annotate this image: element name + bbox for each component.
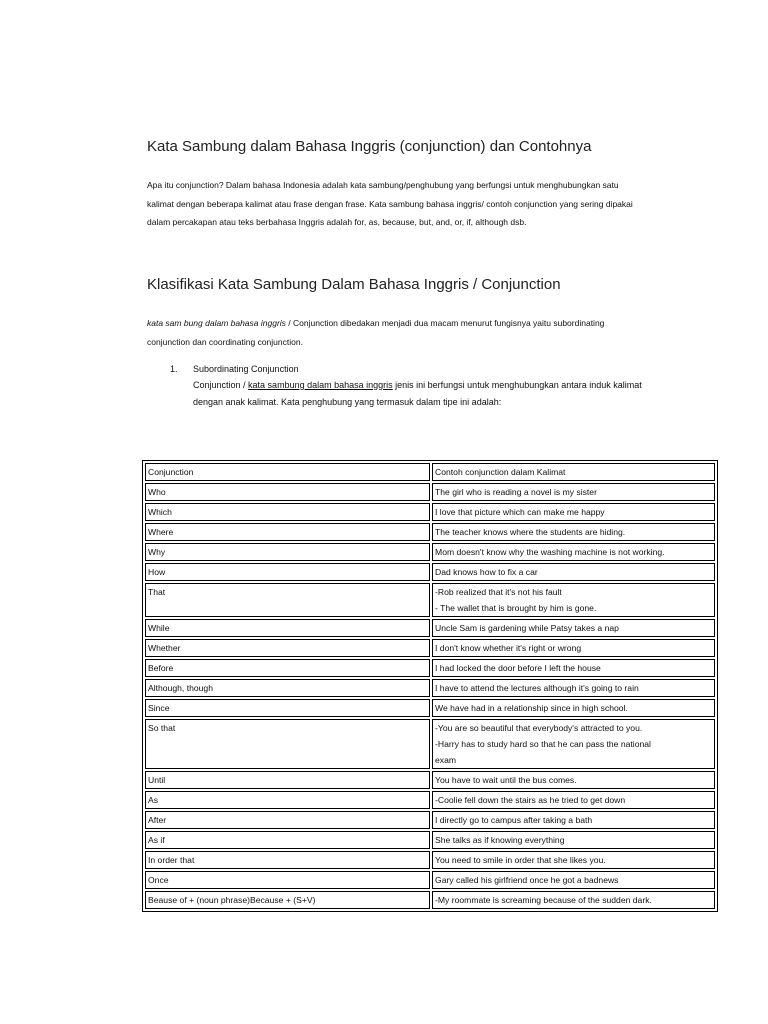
table-header-row bbox=[145, 463, 715, 481]
table-row bbox=[145, 719, 715, 769]
conjunction-cell: Once bbox=[145, 871, 430, 889]
example-cell bbox=[432, 659, 715, 677]
list-heading: Subordinating Conjunction bbox=[193, 364, 299, 374]
conjunction-cell: So that bbox=[145, 719, 430, 769]
table-row bbox=[145, 619, 715, 637]
example-cell bbox=[432, 871, 715, 889]
conjunction-cell: Although, though bbox=[145, 679, 430, 697]
conjunction-cell: While bbox=[145, 619, 430, 637]
intro-paragraph: Apa itu conjunction? Dalam bahasa Indonesia adalah kata sambung/penghubung yang berfungsi untuk menghubungkan satu kalimat dengan beberapa kalimat atau frase dengan frase. Kata sambung bahasa inggris/ contoh conjunction yang sering dipakai dalam percakapan atau teks berbahasa Inggris adalah for, as, because, but, and, or, if, although dsb. bbox=[147, 180, 633, 227]
table-row bbox=[145, 891, 715, 909]
table-row bbox=[145, 483, 715, 501]
example-cell bbox=[432, 891, 715, 909]
example-line: I don't know whether it's right or wrong bbox=[435, 643, 582, 653]
example-cell bbox=[432, 523, 715, 541]
example-cell bbox=[432, 619, 715, 637]
table-row bbox=[145, 771, 715, 789]
list-number: 1. bbox=[170, 364, 178, 374]
conjunction-cell: Until bbox=[145, 771, 430, 789]
conjunction-cell: Who bbox=[145, 483, 430, 501]
example-line: You have to wait until the bus comes. bbox=[435, 775, 577, 785]
conjunction-cell: That bbox=[145, 583, 430, 617]
table-row bbox=[145, 679, 715, 697]
table-row bbox=[145, 659, 715, 677]
example-cell bbox=[432, 771, 715, 789]
example-line: - The wallet that is brought by him is gone. bbox=[435, 603, 597, 613]
example-cell bbox=[432, 543, 715, 561]
example-line: Uncle Sam is gardening while Patsy takes a nap bbox=[435, 623, 619, 633]
conjunction-cell: Since bbox=[145, 699, 430, 717]
table-header-cell: Conjunction bbox=[145, 463, 430, 481]
conjunction-cell: After bbox=[145, 811, 430, 829]
table-header-cell: Contoh conjunction dalam Kalimat bbox=[432, 463, 715, 481]
example-line: -You are so beautiful that everybody's attracted to you. bbox=[435, 723, 643, 733]
example-line: The girl who is reading a novel is my sister bbox=[435, 487, 597, 497]
conjunction-cell: As bbox=[145, 791, 430, 809]
example-line: I love that picture which can make me happy bbox=[435, 507, 605, 517]
conjunction-table bbox=[142, 460, 718, 912]
conjunction-cell: Why bbox=[145, 543, 430, 561]
conjunction-cell: Where bbox=[145, 523, 430, 541]
example-line: I have to attend the lectures although it's going to rain bbox=[435, 683, 639, 693]
list-body-prefix: Conjunction / bbox=[193, 380, 249, 390]
table-row bbox=[145, 563, 715, 581]
conjunction-cell: How bbox=[145, 563, 430, 581]
table-row bbox=[145, 871, 715, 889]
example-line: The teacher knows where the students are hiding. bbox=[435, 527, 626, 537]
example-line: You need to smile in order that she likes you. bbox=[435, 855, 606, 865]
section-intro-italic: kata sam bung dalam bahasa inggris bbox=[147, 318, 286, 328]
table-row bbox=[145, 523, 715, 541]
example-line: -My roommate is screaming because of the sudden dark. bbox=[435, 895, 652, 905]
example-cell bbox=[432, 639, 715, 657]
conjunction-cell: Whether bbox=[145, 639, 430, 657]
example-cell bbox=[432, 831, 715, 849]
list-body-link[interactable]: kata sambung dalam bahasa inggris bbox=[248, 380, 393, 390]
example-line: -Rob realized that it's not his fault bbox=[435, 587, 562, 597]
example-cell bbox=[432, 719, 715, 769]
example-line: Mom doesn't know why the washing machine is not working. bbox=[435, 547, 665, 557]
document-title: Kata Sambung dalam Bahasa Inggris (conjunction) dan Contohnya bbox=[147, 138, 592, 155]
section-intro-paragraph bbox=[147, 314, 647, 351]
table-row bbox=[145, 543, 715, 561]
example-line: I had locked the door before I left the house bbox=[435, 663, 601, 673]
example-cell bbox=[432, 583, 715, 617]
table-row bbox=[145, 831, 715, 849]
example-cell bbox=[432, 811, 715, 829]
example-cell bbox=[432, 563, 715, 581]
conjunction-cell: Which bbox=[145, 503, 430, 521]
table-row bbox=[145, 699, 715, 717]
conjunction-cell: Before bbox=[145, 659, 430, 677]
table-row bbox=[145, 639, 715, 657]
section-intro-text: / Conjunction dibedakan menjadi dua macam menurut fungisnya yaitu subordinating conjunction dan coordinating conjunction. bbox=[147, 318, 605, 347]
example-cell bbox=[432, 503, 715, 521]
table-row bbox=[145, 851, 715, 869]
example-line: -Coolie fell down the stairs as he tried to get down bbox=[435, 795, 626, 805]
example-line: exam bbox=[435, 755, 457, 765]
conjunction-cell: Beause of + (noun phrase)Because + (S+V) bbox=[145, 891, 430, 909]
example-cell bbox=[432, 679, 715, 697]
example-cell bbox=[432, 699, 715, 717]
section-title: Klasifikasi Kata Sambung Dalam Bahasa Inggris / Conjunction bbox=[147, 276, 561, 293]
table-row bbox=[145, 811, 715, 829]
conjunction-table-body bbox=[145, 463, 715, 909]
table-row bbox=[145, 791, 715, 809]
example-line: Gary called his girlfriend once he got a badnews bbox=[435, 875, 619, 885]
example-line: We have had in a relationship since in high school. bbox=[435, 703, 628, 713]
example-line: I directly go to campus after taking a bath bbox=[435, 815, 593, 825]
list-body bbox=[193, 377, 663, 411]
conjunction-cell: In order that bbox=[145, 851, 430, 869]
example-line: Dad knows how to fix a car bbox=[435, 567, 538, 577]
example-cell bbox=[432, 483, 715, 501]
example-cell bbox=[432, 851, 715, 869]
conjunction-cell: As if bbox=[145, 831, 430, 849]
list-body-rest: jenis ini berfungsi untuk menghubungkan antara induk kalimat dengan anak kalimat. Kata penghubung yang termasuk dalam tipe ini adalah: bbox=[193, 380, 642, 407]
table-row bbox=[145, 583, 715, 617]
example-line: She talks as if knowing everything bbox=[435, 835, 565, 845]
table-row bbox=[145, 503, 715, 521]
example-line: -Harry has to study hard so that he can pass the national bbox=[435, 739, 651, 749]
example-cell bbox=[432, 791, 715, 809]
